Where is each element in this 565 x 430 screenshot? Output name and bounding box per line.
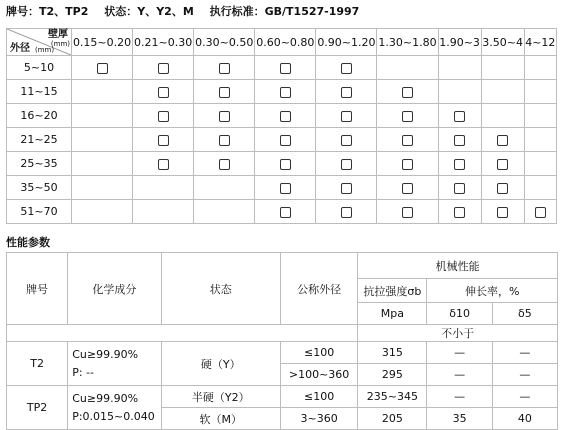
t2-r1-tensile: 315	[358, 342, 427, 364]
available-mark-icon	[402, 135, 413, 146]
available-mark-icon	[341, 63, 352, 74]
available-mark-icon	[280, 111, 291, 122]
tp2-r2-temper: 软（M）	[161, 408, 280, 430]
availability-cell	[133, 176, 194, 200]
table-row	[7, 128, 557, 152]
availability-cell	[438, 128, 481, 152]
availability-cell	[524, 176, 556, 200]
outer-diameter-label: 外径	[10, 43, 30, 54]
t2-r2-od: >100~360	[280, 364, 357, 386]
availability-cell	[194, 104, 255, 128]
t2-temper: 硬（Y）	[161, 342, 280, 386]
available-mark-icon	[280, 63, 291, 74]
availability-cell	[316, 152, 377, 176]
availability-cell	[194, 80, 255, 104]
props-section-title: 性能参数	[6, 236, 50, 249]
availability-cell	[133, 200, 194, 224]
availability-cell	[481, 176, 524, 200]
od-row-label: 51~70	[7, 200, 72, 224]
availability-cell	[194, 200, 255, 224]
tp2-r1-tensile: 235~345	[358, 386, 427, 408]
available-mark-icon	[280, 87, 291, 98]
available-mark-icon	[280, 183, 291, 194]
availability-cell	[72, 128, 133, 152]
wall-thickness-label: 壁厚	[48, 29, 68, 40]
availability-cell	[377, 104, 438, 128]
table-row	[7, 56, 557, 80]
standard-label: 执行标准：GB/T1527-1997	[209, 5, 360, 18]
t2-grade: T2	[7, 342, 68, 386]
min-value-note: 不小于	[358, 325, 558, 342]
available-mark-icon	[454, 183, 465, 194]
availability-cell	[255, 128, 316, 152]
available-mark-icon	[97, 63, 108, 74]
availability-cell	[481, 56, 524, 80]
availability-cell	[255, 152, 316, 176]
availability-cell	[524, 56, 556, 80]
t2-r2-d5: —	[492, 364, 557, 386]
table-corner-cell	[7, 29, 72, 56]
availability-cell	[481, 104, 524, 128]
od-row-label: 5~10	[7, 56, 72, 80]
available-mark-icon	[280, 207, 291, 218]
tp2-r1-d5: —	[492, 386, 557, 408]
availability-cell	[481, 152, 524, 176]
available-mark-icon	[280, 135, 291, 146]
wall-col-header: 0.60~0.80	[255, 29, 316, 56]
table-row	[7, 176, 557, 200]
available-mark-icon	[341, 135, 352, 146]
unit-tensile: Mpa	[358, 303, 427, 325]
tp2-r1-d10: —	[427, 386, 492, 408]
available-mark-icon	[402, 87, 413, 98]
col-grade-header: 牌号	[7, 253, 68, 325]
available-mark-icon	[219, 159, 230, 170]
availability-cell	[438, 200, 481, 224]
wall-col-header: 4~12	[524, 29, 556, 56]
tp2-grade: TP2	[7, 386, 68, 430]
availability-cell	[133, 104, 194, 128]
availability-cell	[377, 56, 438, 80]
available-mark-icon	[341, 111, 352, 122]
tp2-chem-p: P:0.015~0.040	[72, 409, 155, 423]
availability-cell	[255, 56, 316, 80]
available-mark-icon	[535, 207, 546, 218]
t2-chem-p: P: --	[72, 365, 94, 379]
availability-cell	[524, 128, 556, 152]
t2-r2-tensile: 295	[358, 364, 427, 386]
wall-col-header: 1.30~1.80	[377, 29, 438, 56]
available-mark-icon	[341, 87, 352, 98]
unit-d10: δ10	[427, 303, 492, 325]
availability-cell	[133, 128, 194, 152]
availability-cell	[377, 128, 438, 152]
wall-col-header: 0.30~0.50	[194, 29, 255, 56]
availability-cell	[438, 104, 481, 128]
available-mark-icon	[158, 135, 169, 146]
availability-cell	[438, 80, 481, 104]
available-mark-icon	[219, 87, 230, 98]
availability-cell	[316, 128, 377, 152]
od-row-label: 35~50	[7, 176, 72, 200]
size-spec-table	[6, 28, 557, 224]
available-mark-icon	[454, 207, 465, 218]
availability-cell	[524, 152, 556, 176]
t2-chem-cu: Cu≥99.90%	[72, 347, 139, 361]
available-mark-icon	[497, 183, 508, 194]
availability-cell	[524, 200, 556, 224]
availability-cell	[194, 56, 255, 80]
available-mark-icon	[497, 207, 508, 218]
tp2-r2-od: 3~360	[280, 408, 357, 430]
tp2-r1-temper: 半硬（Y2）	[161, 386, 280, 408]
availability-cell	[72, 176, 133, 200]
available-mark-icon	[454, 111, 465, 122]
availability-cell	[72, 56, 133, 80]
availability-cell	[72, 80, 133, 104]
available-mark-icon	[158, 63, 169, 74]
availability-cell	[255, 104, 316, 128]
availability-cell	[438, 152, 481, 176]
availability-cell	[438, 56, 481, 80]
available-mark-icon	[341, 183, 352, 194]
availability-cell	[72, 152, 133, 176]
available-mark-icon	[402, 183, 413, 194]
availability-cell	[316, 56, 377, 80]
available-mark-icon	[454, 159, 465, 170]
availability-cell	[481, 80, 524, 104]
available-mark-icon	[158, 159, 169, 170]
availability-cell	[481, 200, 524, 224]
available-mark-icon	[402, 159, 413, 170]
available-mark-icon	[497, 159, 508, 170]
spec-header	[6, 4, 371, 20]
t2-r1-d10: —	[427, 342, 492, 364]
table-row	[7, 104, 557, 128]
availability-cell	[377, 200, 438, 224]
wall-unit-label: (mm)	[50, 40, 70, 48]
availability-cell	[438, 176, 481, 200]
availability-cell	[133, 56, 194, 80]
availability-cell	[377, 80, 438, 104]
availability-cell	[133, 80, 194, 104]
availability-cell	[194, 176, 255, 200]
availability-cell	[524, 104, 556, 128]
available-mark-icon	[280, 159, 291, 170]
t2-r1-od: ≤100	[280, 342, 357, 364]
availability-cell	[255, 80, 316, 104]
availability-cell	[133, 152, 194, 176]
od-unit-label: (mm)	[35, 46, 55, 54]
availability-cell	[72, 104, 133, 128]
col-temper-header: 状态	[161, 253, 280, 325]
od-row-label: 25~35	[7, 152, 72, 176]
col-tensile-header: 抗拉强度σb	[358, 279, 427, 303]
availability-cell	[72, 200, 133, 224]
availability-cell	[481, 128, 524, 152]
unit-d5: δ5	[492, 303, 557, 325]
availability-cell	[316, 200, 377, 224]
od-row-label: 16~20	[7, 104, 72, 128]
col-od-header: 公称外径	[280, 253, 357, 325]
availability-cell	[194, 152, 255, 176]
grade-label: 牌号：T2、TP2	[6, 5, 89, 18]
available-mark-icon	[219, 63, 230, 74]
temper-label: 状态：Y、Y2、M	[104, 5, 194, 18]
t2-r2-d10: —	[427, 364, 492, 386]
available-mark-icon	[158, 111, 169, 122]
wall-col-header: 0.15~0.20	[72, 29, 133, 56]
col-elong-header: 伸长率，%	[427, 279, 558, 303]
available-mark-icon	[341, 207, 352, 218]
availability-cell	[316, 176, 377, 200]
available-mark-icon	[158, 87, 169, 98]
availability-cell	[255, 176, 316, 200]
wall-col-header: 3.50~4	[481, 29, 524, 56]
tp2-r2-tensile: 205	[358, 408, 427, 430]
available-mark-icon	[219, 135, 230, 146]
tp2-r1-od: ≤100	[280, 386, 357, 408]
tp2-r2-d10: 35	[427, 408, 492, 430]
availability-cell	[524, 80, 556, 104]
available-mark-icon	[497, 135, 508, 146]
availability-cell	[377, 152, 438, 176]
table-row	[7, 80, 557, 104]
table-row	[7, 200, 557, 224]
availability-cell	[194, 128, 255, 152]
t2-r1-d5: —	[492, 342, 557, 364]
col-mech-header: 机械性能	[358, 253, 558, 279]
availability-cell	[255, 200, 316, 224]
wall-col-header: 1.90~3	[438, 29, 481, 56]
od-row-label: 21~25	[7, 128, 72, 152]
wall-col-header: 0.21~0.30	[133, 29, 194, 56]
table-row	[7, 152, 557, 176]
tp2-r2-d5: 40	[492, 408, 557, 430]
col-chem-header: 化学成分	[68, 253, 161, 325]
t2-chem	[68, 342, 161, 386]
available-mark-icon	[402, 111, 413, 122]
availability-cell	[377, 176, 438, 200]
od-row-label: 11~15	[7, 80, 72, 104]
tp2-chem-cu: Cu≥99.90%	[72, 391, 139, 405]
availability-cell	[316, 104, 377, 128]
availability-cell	[316, 80, 377, 104]
available-mark-icon	[454, 135, 465, 146]
wall-col-header: 0.90~1.20	[316, 29, 377, 56]
tp2-chem	[68, 386, 161, 430]
available-mark-icon	[341, 159, 352, 170]
properties-table	[6, 252, 558, 430]
available-mark-icon	[219, 111, 230, 122]
available-mark-icon	[402, 207, 413, 218]
